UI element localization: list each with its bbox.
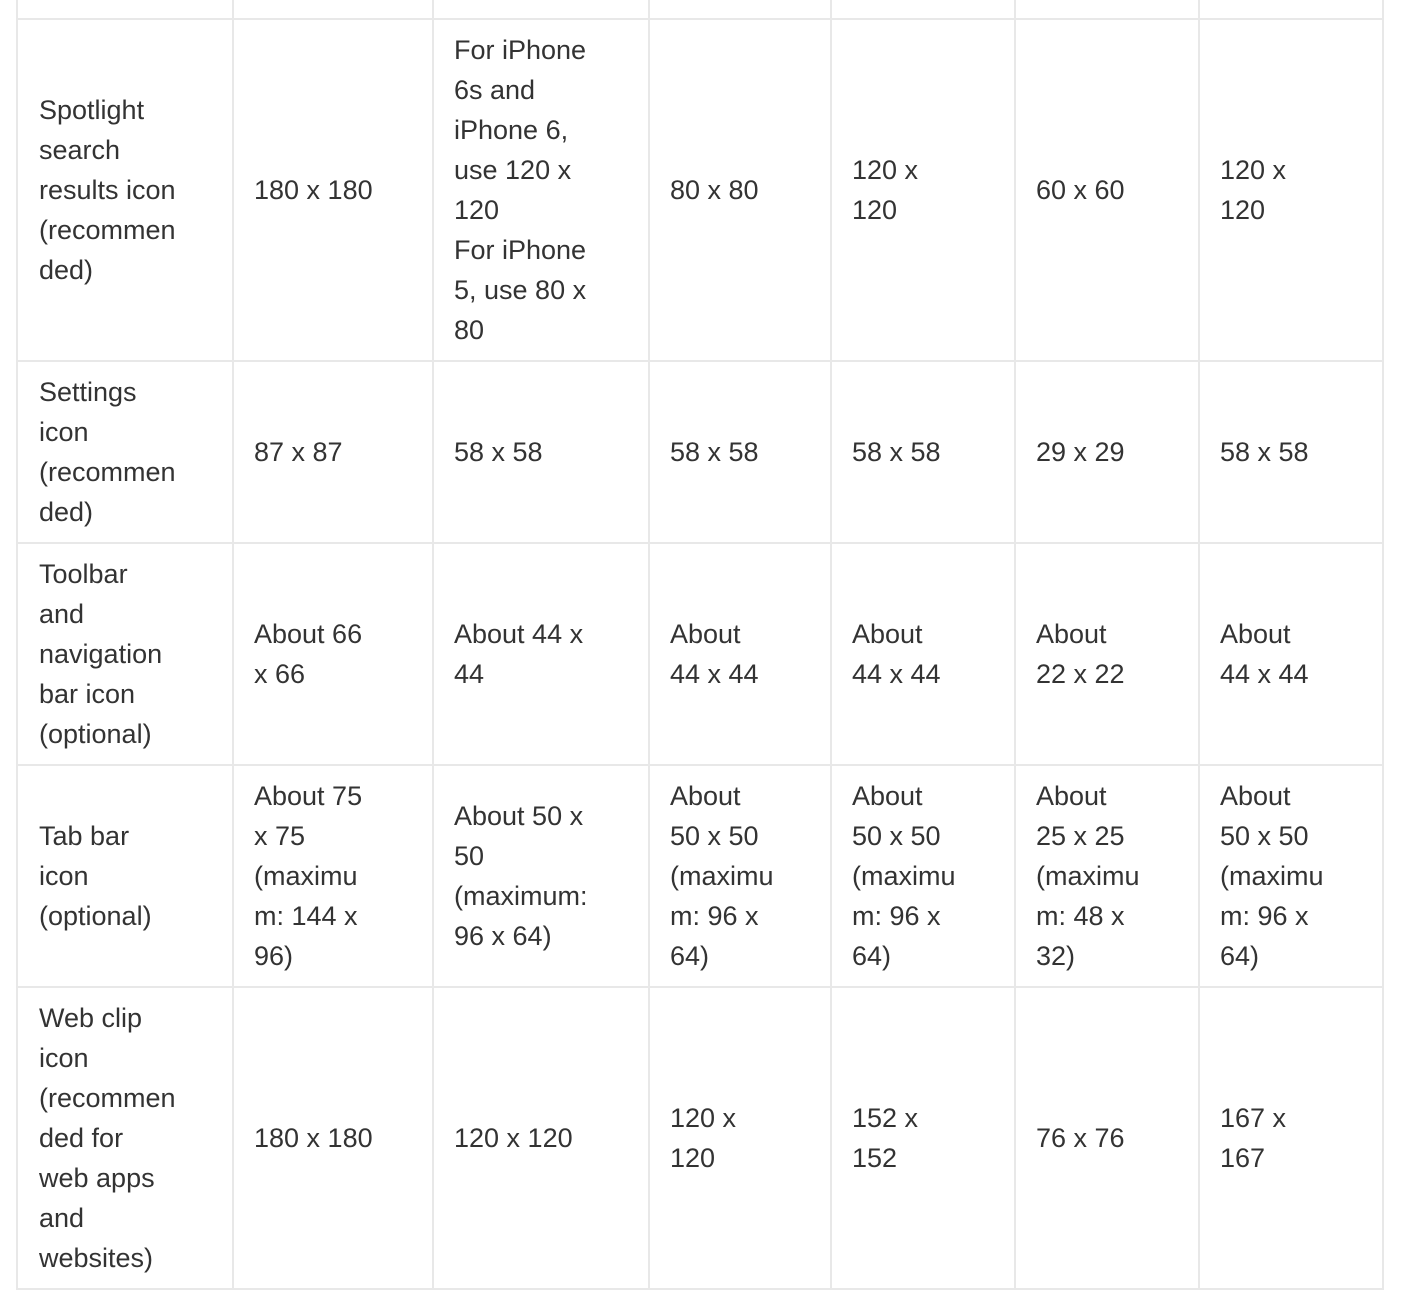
table-cell: 58 x 58 [649, 361, 831, 543]
table-cell-empty [649, 0, 831, 19]
table-cell: About 50 x 50 (maximu m: 96 x 64) [831, 765, 1015, 987]
table-cell: About 44 x 44 [1199, 543, 1383, 765]
table-cell: 60 x 60 [1015, 19, 1199, 361]
table-cell: 87 x 87 [233, 361, 433, 543]
row-label-tabbar: Tab bar icon (optional) [17, 765, 233, 987]
table-cell: 120 x 120 [831, 19, 1015, 361]
table-row-partial-top [17, 0, 1383, 19]
table-cell: 180 x 180 [233, 987, 433, 1289]
table-cell: About 44 x 44 [831, 543, 1015, 765]
table-cell: 76 x 76 [1015, 987, 1199, 1289]
row-label-webclip: Web clip icon (recommen ded for web apps and websites) [17, 987, 233, 1289]
row-label-settings: Settings icon (recommen ded) [17, 361, 233, 543]
table-cell: About 25 x 25 (maximu m: 48 x 32) [1015, 765, 1199, 987]
table-cell: About 50 x 50 (maximu m: 96 x 64) [1199, 765, 1383, 987]
table-row-spotlight [17, 19, 1383, 361]
table-cell-empty [831, 0, 1015, 19]
table-row-toolbar [17, 543, 1383, 765]
table-cell: About 44 x 44 [433, 543, 649, 765]
table-cell: 180 x 180 [233, 19, 433, 361]
table-cell: 58 x 58 [831, 361, 1015, 543]
table-cell: 80 x 80 [649, 19, 831, 361]
table-body [17, 0, 1383, 1289]
table-row-webclip [17, 987, 1383, 1289]
table-cell: 29 x 29 [1015, 361, 1199, 543]
table-cell-empty [1199, 0, 1383, 19]
table-cell: 120 x 120 [433, 987, 649, 1289]
table-cell: 120 x 120 [649, 987, 831, 1289]
table-cell: About 22 x 22 [1015, 543, 1199, 765]
row-label-toolbar: Toolbar and navigation bar icon (optional) [17, 543, 233, 765]
icon-size-table [16, 0, 1384, 1290]
table-cell: 58 x 58 [433, 361, 649, 543]
table-cell: 152 x 152 [831, 987, 1015, 1289]
table-cell: 58 x 58 [1199, 361, 1383, 543]
table-cell-empty [233, 0, 433, 19]
table-cell-empty [1015, 0, 1199, 19]
table-row-tabbar [17, 765, 1383, 987]
table-row-settings [17, 361, 1383, 543]
table-cell: 167 x 167 [1199, 987, 1383, 1289]
table-cell: About 44 x 44 [649, 543, 831, 765]
table-cell: About 50 x 50 (maximum: 96 x 64) [433, 765, 649, 987]
table-cell: About 75 x 75 (maximu m: 144 x 96) [233, 765, 433, 987]
table-cell-empty [17, 0, 233, 19]
table-cell: About 50 x 50 (maximu m: 96 x 64) [649, 765, 831, 987]
table-cell: About 66 x 66 [233, 543, 433, 765]
table-cell: For iPhone 6s and iPhone 6, use 120 x 120 For iPhone 5, use 80 x 80 [433, 19, 649, 361]
row-label-spotlight: Spotlight search results icon (recommen ded) [17, 19, 233, 361]
table-cell-empty [433, 0, 649, 19]
table-cell: 120 x 120 [1199, 19, 1383, 361]
